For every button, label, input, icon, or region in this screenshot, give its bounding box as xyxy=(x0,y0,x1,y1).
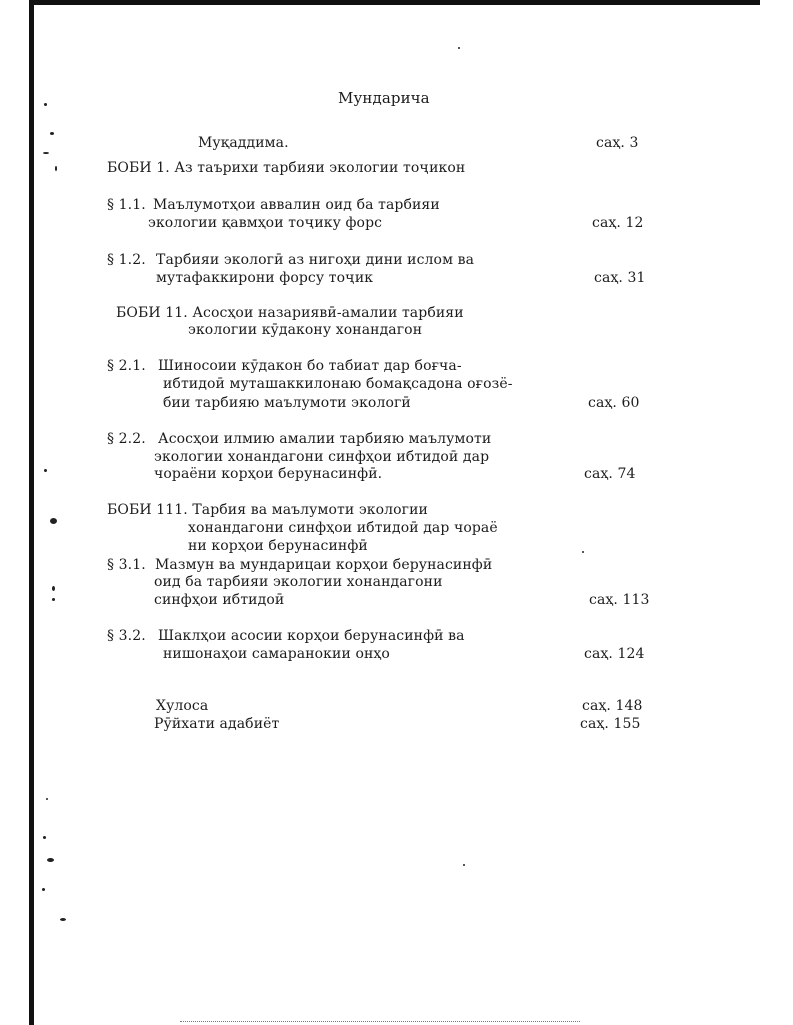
section-3-2-page: саҳ. 124 xyxy=(584,646,645,662)
section-2-2-page: саҳ. 74 xyxy=(584,466,636,482)
scan-speckle xyxy=(52,598,55,601)
bottom-scan-edge xyxy=(180,1021,580,1023)
section-1-1-number: § 1.1. xyxy=(107,197,146,213)
chapter-3-heading-line-1: БОБИ 111. Тарбия ва маълумоти экологии xyxy=(107,502,428,518)
scan-speckle xyxy=(50,518,57,524)
section-2-2-line-1: Асосҳои илмию амалии тарбияю маълумоти xyxy=(158,431,492,447)
section-1-2-page: саҳ. 31 xyxy=(594,270,646,286)
section-1-1-line-2: экологии қавмҳои тоҷику форс xyxy=(148,215,383,231)
section-3-1-line-3: синфҳои ибтидоӣ xyxy=(154,592,285,608)
conclusion-label: Хулоса xyxy=(156,698,209,714)
scan-speckle xyxy=(47,858,54,862)
scan-speckle xyxy=(46,798,48,800)
section-2-1-line-3: бии тарбияю маълумоти экологӣ xyxy=(163,395,411,411)
chapter-1-heading: БОБИ 1. Аз таърихи тарбияи экологии тоҷикон xyxy=(107,160,466,176)
section-3-2-number: § 3.2. xyxy=(107,628,146,644)
scan-speckle xyxy=(55,166,57,171)
chapter-2-heading-line-1: БОБИ 11. Асосҳои назариявӣ-амалии тарбияи xyxy=(116,305,464,321)
section-2-2-line-2: экологии хонандагони синфҳои ибтидоӣ дар xyxy=(154,449,490,465)
intro-label: Муқаддима. xyxy=(198,135,289,151)
scan-speckle xyxy=(582,551,584,553)
section-1-2-number: § 1.2. xyxy=(107,252,146,268)
top-scan-border xyxy=(34,0,760,5)
scan-speckle xyxy=(50,132,54,135)
section-1-1-page: саҳ. 12 xyxy=(592,215,644,231)
section-3-1-number: § 3.1. xyxy=(107,557,146,573)
chapter-3-heading-line-3: ни корҳои берунасинфӣ xyxy=(188,538,368,554)
scan-speckle xyxy=(44,103,47,106)
section-2-1-page: саҳ. 60 xyxy=(588,395,640,411)
scan-speckle xyxy=(52,586,55,591)
scan-speckle xyxy=(43,836,46,839)
scan-speckle xyxy=(463,864,465,866)
chapter-2-heading-line-2: экологии кӯдакону хонандагон xyxy=(188,322,423,338)
scan-speckle xyxy=(458,47,460,49)
left-scan-border xyxy=(29,0,34,1025)
bibliography-page: саҳ. 155 xyxy=(580,716,641,732)
section-3-2-line-1: Шаклҳои асосии корҳои берунасинфӣ ва xyxy=(158,628,465,644)
scan-speckle xyxy=(43,152,49,154)
bibliography-label: Рӯйхати адабиёт xyxy=(154,716,280,732)
section-1-2-line-1: Тарбияи экологӣ аз нигоҳи дини ислом ва xyxy=(156,252,475,268)
toc-title: Мундарича xyxy=(338,89,430,107)
section-2-1-line-2: ибтидоӣ муташаккилонаю бомақсадона оғозё- xyxy=(163,376,513,392)
scan-speckle xyxy=(42,888,45,891)
section-2-1-line-1: Шиносоии кӯдакон бо табиат дар боғча- xyxy=(158,358,462,374)
scan-speckle xyxy=(44,469,47,472)
section-3-1-line-2: оид ба тарбияи экологии хонандагони xyxy=(154,574,443,590)
section-2-2-number: § 2.2. xyxy=(107,431,146,447)
section-3-1-page: саҳ. 113 xyxy=(589,592,650,608)
section-2-2-line-3: чораёни корҳои берунасинфӣ. xyxy=(154,466,383,482)
section-1-2-line-2: мутафаккирони форсу тоҷик xyxy=(156,270,374,286)
section-3-1-line-1: Мазмун ва мундарицаи корҳои берунасинфӣ xyxy=(155,557,493,573)
intro-page: саҳ. 3 xyxy=(596,135,639,151)
section-2-1-number: § 2.1. xyxy=(107,358,146,374)
conclusion-page: саҳ. 148 xyxy=(582,698,643,714)
section-1-1-line-1: Маълумотҳои аввалин оид ба тарбияи xyxy=(153,197,440,213)
section-3-2-line-2: нишонаҳои самаранокии онҳо xyxy=(163,646,390,662)
scan-speckle xyxy=(60,918,66,921)
chapter-3-heading-line-2: хонандагони синфҳои ибтидоӣ дар чораё xyxy=(188,520,498,536)
